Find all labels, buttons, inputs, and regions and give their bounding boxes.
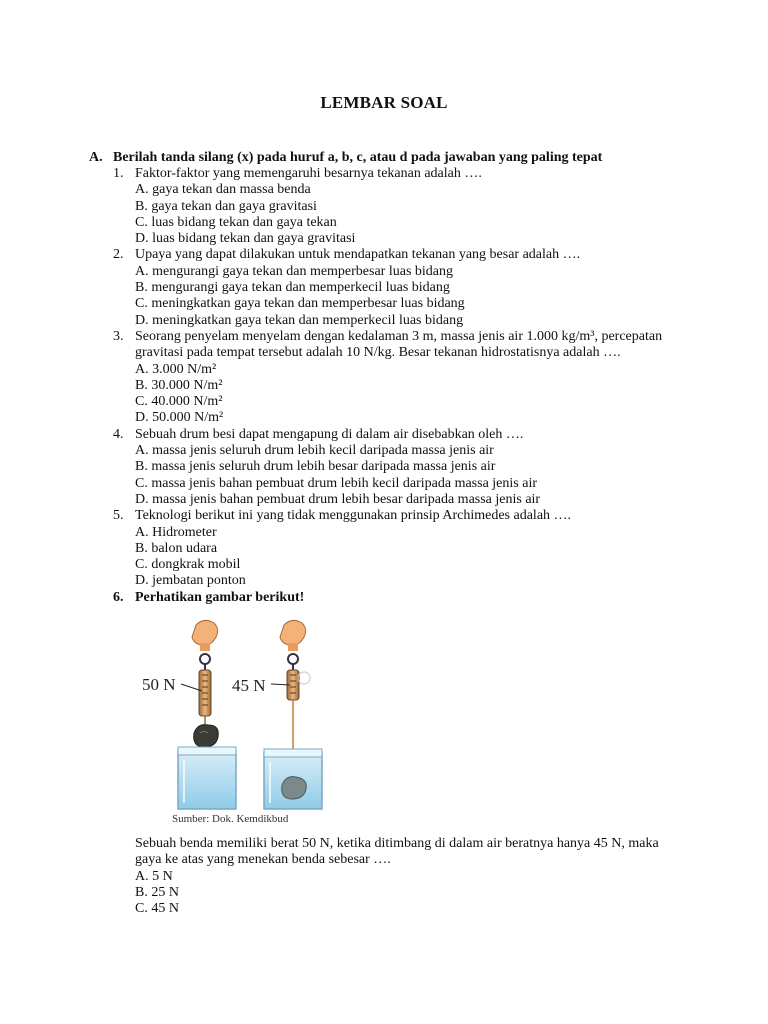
question-number: 4. [113, 426, 124, 442]
question-number: 1. [113, 166, 124, 181]
label-weight-air: 50 N [142, 675, 176, 694]
option-b: B. balon udara [135, 540, 218, 556]
question-1 [0, 166, 768, 182]
question-text-continued: gravitasi pada tempat tersebut adalah 10 N/kg. Besar tekanan hidrostatisnya adalah …. [135, 345, 621, 361]
question-3 [0, 329, 768, 345]
section-instruction: Berilah tanda silang (x) pada huruf a, b, c, atau d pada jawaban yang paling tepat [113, 150, 603, 165]
question-text: Teknologi berikut ini yang tidak menggunakan prinsip Archimedes adalah …. [135, 508, 572, 524]
option-d: D. luas bidang tekan dan gaya gravitasi [135, 231, 356, 247]
question-text: Faktor-faktor yang memengaruhi besarnya tekanan adalah …. [135, 166, 482, 181]
option-a: A. Hidrometer [135, 524, 217, 540]
option-d: D. jembatan ponton [135, 573, 246, 589]
option-d: D. massa jenis bahan pembuat drum lebih besar daripada massa jenis air [135, 491, 541, 507]
beaker-left [178, 747, 236, 809]
hand-icon [280, 620, 306, 651]
option-c: C. massa jenis bahan pembuat drum lebih kecil daripada massa jenis air [135, 475, 537, 491]
option-b: B. gaya tekan dan gaya gravitasi [135, 198, 317, 214]
option-d: D. meningkatkan gaya tekan dan memperkecil luas bidang [135, 312, 464, 328]
question-4 [0, 427, 768, 443]
question-text: Seorang penyelam menyelam dengan kedalaman 3 m, massa jenis air 1.000 kg/m³, percepatan [135, 328, 663, 344]
rock-left [194, 725, 219, 747]
question-text: Upaya yang dapat dilakukan untuk mendapatkan tekanan yang besar adalah …. [135, 247, 581, 263]
option-c: C. 45 N [135, 901, 179, 917]
rock-right [282, 777, 307, 799]
question-text-continued: gaya ke atas yang menekan benda sebesar …. [135, 852, 391, 868]
option-a: A. 5 N [135, 868, 173, 884]
section-heading [89, 150, 602, 166]
hand-icon [192, 620, 218, 651]
option-b: B. 30.000 N/m² [135, 377, 223, 393]
question-text: Sebuah benda memiliki berat 50 N, ketika ditimbang di dalam air beratnya hanya 45 N, maka [135, 836, 659, 851]
question-text: Sebuah drum besi dapat mengapung di dalam air disebabkan oleh …. [135, 426, 524, 442]
option-a: A. mengurangi gaya tekan dan memperbesar luas bidang [135, 263, 454, 279]
question-6 [0, 590, 768, 606]
spring-scale-figure [138, 615, 328, 827]
label-weight-water: 45 N [232, 676, 266, 695]
option-a: A. gaya tekan dan massa benda [135, 182, 311, 198]
question-text: Perhatikan gambar berikut! [135, 589, 305, 605]
question-5 [0, 508, 768, 524]
option-d: D. 50.000 N/m² [135, 410, 224, 426]
question-number: 3. [113, 328, 124, 344]
question-list [0, 166, 768, 606]
option-c: C. meningkatkan gaya tekan dan memperbesar luas bidang [135, 296, 465, 312]
option-a: A. massa jenis seluruh drum lebih kecil daripada massa jenis air [135, 443, 494, 459]
question-number: 5. [113, 508, 124, 524]
question-number: 6. [113, 589, 124, 605]
option-b: B. mengurangi gaya tekan dan memperkecil luas bidang [135, 280, 450, 296]
option-c: C. luas bidang tekan dan gaya tekan [135, 214, 337, 230]
option-b: B. 25 N [135, 884, 179, 900]
beaker-right [264, 749, 322, 809]
question-2 [0, 247, 768, 263]
option-c: C. 40.000 N/m² [135, 394, 223, 410]
question-6-body [0, 836, 768, 917]
page-title: LEMBAR SOAL [320, 93, 448, 112]
figure-caption: Sumber: Dok. Kemdikbud [172, 813, 289, 825]
question-number: 2. [113, 247, 124, 263]
option-a: A. 3.000 N/m² [135, 361, 217, 377]
section-letter: A. [89, 150, 103, 165]
option-b: B. massa jenis seluruh drum lebih besar daripada massa jenis air [135, 459, 496, 475]
option-c: C. dongkrak mobil [135, 557, 241, 573]
